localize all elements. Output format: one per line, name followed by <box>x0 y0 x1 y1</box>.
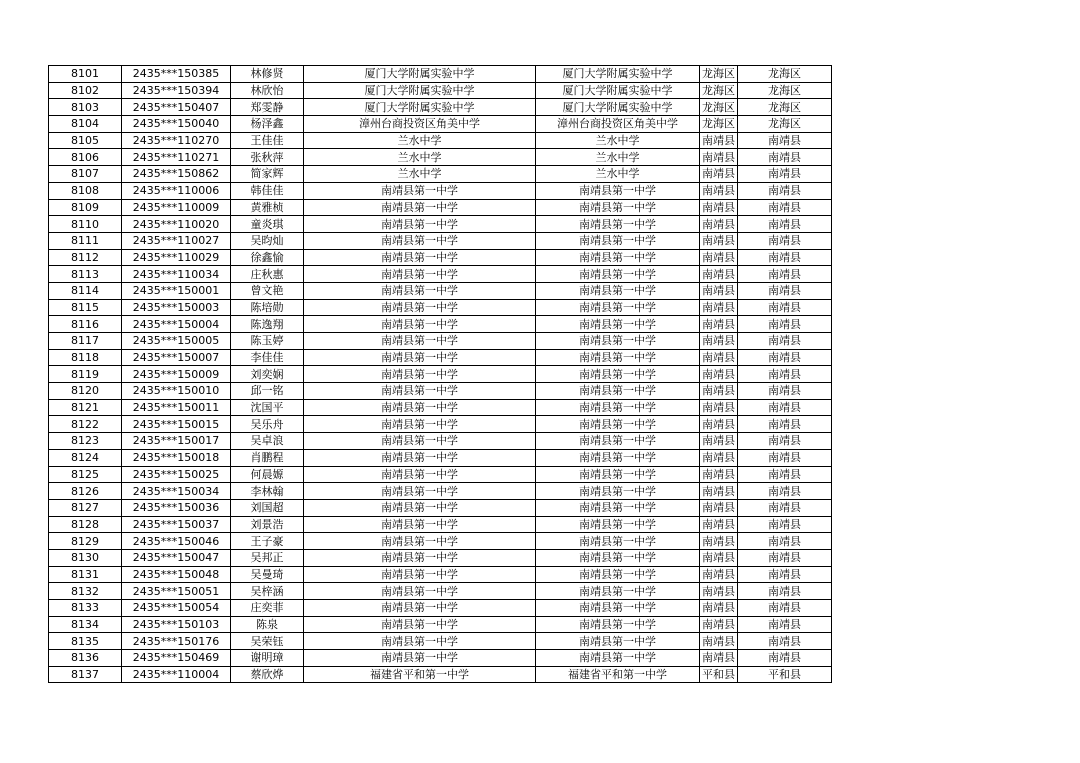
registered-district-cell: 南靖县 <box>738 616 832 633</box>
district-cell: 南靖县 <box>700 182 738 199</box>
exam-id-cell: 2435***150011 <box>122 399 231 416</box>
sequence-number-cell: 8101 <box>49 66 122 83</box>
sequence-number-cell: 8119 <box>49 366 122 383</box>
school-cell: 南靖县第一中学 <box>304 399 536 416</box>
registered-district-cell: 南靖县 <box>738 149 832 166</box>
district-cell: 南靖县 <box>700 333 738 350</box>
registered-district-cell: 南靖县 <box>738 433 832 450</box>
sequence-number-cell: 8104 <box>49 116 122 133</box>
district-cell: 南靖县 <box>700 416 738 433</box>
exam-id-cell: 2435***150051 <box>122 583 231 600</box>
registered-school-cell: 南靖县第一中学 <box>536 266 700 283</box>
sequence-number-cell: 8129 <box>49 533 122 550</box>
school-cell: 厦门大学附属实验中学 <box>304 82 536 99</box>
exam-id-cell: 2435***150046 <box>122 533 231 550</box>
district-cell: 南靖县 <box>700 216 738 233</box>
student-name-cell: 林欣怡 <box>231 82 304 99</box>
district-cell: 南靖县 <box>700 583 738 600</box>
sequence-number-cell: 8125 <box>49 466 122 483</box>
school-cell: 南靖县第一中学 <box>304 583 536 600</box>
district-cell: 南靖县 <box>700 366 738 383</box>
registered-school-cell: 南靖县第一中学 <box>536 516 700 533</box>
table-row <box>49 449 832 466</box>
school-cell: 南靖县第一中学 <box>304 499 536 516</box>
registered-district-cell: 龙海区 <box>738 99 832 116</box>
registered-school-cell: 南靖县第一中学 <box>536 383 700 400</box>
registered-district-cell: 南靖县 <box>738 466 832 483</box>
registered-district-cell: 南靖县 <box>738 132 832 149</box>
exam-id-cell: 2435***150040 <box>122 116 231 133</box>
table-row <box>49 583 832 600</box>
registered-school-cell: 南靖县第一中学 <box>536 600 700 617</box>
table-row <box>49 99 832 116</box>
student-name-cell: 李林翰 <box>231 483 304 500</box>
student-name-cell: 郑雯静 <box>231 99 304 116</box>
registered-district-cell: 南靖县 <box>738 483 832 500</box>
registered-district-cell: 南靖县 <box>738 416 832 433</box>
school-cell: 厦门大学附属实验中学 <box>304 99 536 116</box>
district-cell: 南靖县 <box>700 650 738 667</box>
school-cell: 南靖县第一中学 <box>304 199 536 216</box>
exam-id-cell: 2435***150407 <box>122 99 231 116</box>
registered-district-cell: 南靖县 <box>738 516 832 533</box>
district-cell: 南靖县 <box>700 132 738 149</box>
school-cell: 南靖县第一中学 <box>304 516 536 533</box>
exam-id-cell: 2435***150007 <box>122 349 231 366</box>
school-cell: 南靖县第一中学 <box>304 533 536 550</box>
registered-school-cell: 南靖县第一中学 <box>536 232 700 249</box>
registered-district-cell: 南靖县 <box>738 383 832 400</box>
student-name-cell: 吴曼琦 <box>231 566 304 583</box>
table-row <box>49 66 832 83</box>
sequence-number-cell: 8124 <box>49 449 122 466</box>
student-name-cell: 徐鑫愉 <box>231 249 304 266</box>
sequence-number-cell: 8110 <box>49 216 122 233</box>
sequence-number-cell: 8111 <box>49 232 122 249</box>
exam-id-cell: 2435***150862 <box>122 166 231 183</box>
table-row <box>49 399 832 416</box>
registered-district-cell: 南靖县 <box>738 549 832 566</box>
registered-school-cell: 兰水中学 <box>536 166 700 183</box>
registered-district-cell: 南靖县 <box>738 499 832 516</box>
table-row <box>49 533 832 550</box>
district-cell: 南靖县 <box>700 282 738 299</box>
registered-school-cell: 南靖县第一中学 <box>536 633 700 650</box>
exam-id-cell: 2435***150037 <box>122 516 231 533</box>
exam-id-cell: 2435***150003 <box>122 299 231 316</box>
school-cell: 厦门大学附属实验中学 <box>304 66 536 83</box>
registered-school-cell: 南靖县第一中学 <box>536 583 700 600</box>
student-name-cell: 韩佳佳 <box>231 182 304 199</box>
district-cell: 南靖县 <box>700 466 738 483</box>
district-cell: 南靖县 <box>700 633 738 650</box>
exam-id-cell: 2435***150103 <box>122 616 231 633</box>
school-cell: 兰水中学 <box>304 149 536 166</box>
district-cell: 南靖县 <box>700 399 738 416</box>
district-cell: 龙海区 <box>700 66 738 83</box>
student-name-cell: 张秋萍 <box>231 149 304 166</box>
sequence-number-cell: 8123 <box>49 433 122 450</box>
sequence-number-cell: 8126 <box>49 483 122 500</box>
registered-school-cell: 厦门大学附属实验中学 <box>536 66 700 83</box>
registered-district-cell: 南靖县 <box>738 533 832 550</box>
student-name-cell: 曾文艳 <box>231 282 304 299</box>
student-name-cell: 邱一铭 <box>231 383 304 400</box>
district-cell: 南靖县 <box>700 433 738 450</box>
student-name-cell: 吴乐舟 <box>231 416 304 433</box>
registered-district-cell: 龙海区 <box>738 66 832 83</box>
registered-district-cell: 南靖县 <box>738 299 832 316</box>
table-row <box>49 216 832 233</box>
exam-id-cell: 2435***150015 <box>122 416 231 433</box>
student-name-cell: 王佳佳 <box>231 132 304 149</box>
table-row <box>49 433 832 450</box>
student-name-cell: 陈逸翔 <box>231 316 304 333</box>
student-name-cell: 沈国平 <box>231 399 304 416</box>
registered-district-cell: 南靖县 <box>738 266 832 283</box>
student-name-cell: 吴卓浪 <box>231 433 304 450</box>
school-cell: 漳州台商投资区角美中学 <box>304 116 536 133</box>
table-row <box>49 666 832 683</box>
district-cell: 南靖县 <box>700 566 738 583</box>
district-cell: 南靖县 <box>700 549 738 566</box>
exam-id-cell: 2435***150009 <box>122 366 231 383</box>
exam-id-cell: 2435***110271 <box>122 149 231 166</box>
sequence-number-cell: 8107 <box>49 166 122 183</box>
sequence-number-cell: 8136 <box>49 650 122 667</box>
district-cell: 南靖县 <box>700 600 738 617</box>
student-name-cell: 陈泉 <box>231 616 304 633</box>
exam-id-cell: 2435***150048 <box>122 566 231 583</box>
student-name-cell: 吴邦正 <box>231 549 304 566</box>
registered-school-cell: 南靖县第一中学 <box>536 549 700 566</box>
registered-school-cell: 南靖县第一中学 <box>536 416 700 433</box>
student-name-cell: 简家辉 <box>231 166 304 183</box>
table-row <box>49 149 832 166</box>
school-cell: 南靖县第一中学 <box>304 633 536 650</box>
sequence-number-cell: 8105 <box>49 132 122 149</box>
student-name-cell: 王子豪 <box>231 533 304 550</box>
school-cell: 南靖县第一中学 <box>304 600 536 617</box>
school-cell: 南靖县第一中学 <box>304 483 536 500</box>
school-cell: 南靖县第一中学 <box>304 349 536 366</box>
student-name-cell: 陈培勋 <box>231 299 304 316</box>
exam-id-cell: 2435***150018 <box>122 449 231 466</box>
student-name-cell: 黄雅桢 <box>231 199 304 216</box>
student-name-cell: 刘奕娴 <box>231 366 304 383</box>
registered-school-cell: 南靖县第一中学 <box>536 316 700 333</box>
exam-id-cell: 2435***150054 <box>122 600 231 617</box>
registered-district-cell: 南靖县 <box>738 583 832 600</box>
registered-district-cell: 龙海区 <box>738 82 832 99</box>
student-name-cell: 肖鹏程 <box>231 449 304 466</box>
registered-district-cell: 南靖县 <box>738 232 832 249</box>
exam-id-cell: 2435***110009 <box>122 199 231 216</box>
school-cell: 兰水中学 <box>304 166 536 183</box>
school-cell: 南靖县第一中学 <box>304 383 536 400</box>
registered-school-cell: 南靖县第一中学 <box>536 466 700 483</box>
district-cell: 南靖县 <box>700 166 738 183</box>
roster-table <box>48 65 832 683</box>
school-cell: 南靖县第一中学 <box>304 416 536 433</box>
registered-school-cell: 南靖县第一中学 <box>536 449 700 466</box>
registered-school-cell: 厦门大学附属实验中学 <box>536 99 700 116</box>
table-row <box>49 516 832 533</box>
school-cell: 南靖县第一中学 <box>304 249 536 266</box>
sequence-number-cell: 8137 <box>49 666 122 683</box>
registered-school-cell: 南靖县第一中学 <box>536 282 700 299</box>
registered-school-cell: 南靖县第一中学 <box>536 366 700 383</box>
school-cell: 南靖县第一中学 <box>304 366 536 383</box>
registered-school-cell: 兰水中学 <box>536 132 700 149</box>
sequence-number-cell: 8121 <box>49 399 122 416</box>
table-row <box>49 116 832 133</box>
district-cell: 南靖县 <box>700 533 738 550</box>
exam-id-cell: 2435***150004 <box>122 316 231 333</box>
table-row <box>49 199 832 216</box>
school-cell: 南靖县第一中学 <box>304 333 536 350</box>
district-cell: 平和县 <box>700 666 738 683</box>
registered-school-cell: 南靖县第一中学 <box>536 499 700 516</box>
sequence-number-cell: 8112 <box>49 249 122 266</box>
registered-school-cell: 南靖县第一中学 <box>536 650 700 667</box>
table-row <box>49 566 832 583</box>
exam-id-cell: 2435***150034 <box>122 483 231 500</box>
sequence-number-cell: 8127 <box>49 499 122 516</box>
district-cell: 南靖县 <box>700 232 738 249</box>
table-row <box>49 616 832 633</box>
sequence-number-cell: 8116 <box>49 316 122 333</box>
registered-district-cell: 平和县 <box>738 666 832 683</box>
registered-school-cell: 南靖县第一中学 <box>536 483 700 500</box>
registered-school-cell: 南靖县第一中学 <box>536 299 700 316</box>
district-cell: 南靖县 <box>700 383 738 400</box>
registered-school-cell: 南靖县第一中学 <box>536 616 700 633</box>
school-cell: 南靖县第一中学 <box>304 232 536 249</box>
table-row <box>49 466 832 483</box>
district-cell: 南靖县 <box>700 266 738 283</box>
table-row <box>49 299 832 316</box>
registered-district-cell: 南靖县 <box>738 182 832 199</box>
table-row <box>49 182 832 199</box>
exam-id-cell: 2435***110006 <box>122 182 231 199</box>
exam-id-cell: 2435***110004 <box>122 666 231 683</box>
table-row <box>49 416 832 433</box>
table-row <box>49 166 832 183</box>
school-cell: 南靖县第一中学 <box>304 650 536 667</box>
table-row <box>49 232 832 249</box>
exam-id-cell: 2435***150469 <box>122 650 231 667</box>
sequence-number-cell: 8120 <box>49 383 122 400</box>
exam-id-cell: 2435***110027 <box>122 232 231 249</box>
registered-school-cell: 漳州台商投资区角美中学 <box>536 116 700 133</box>
school-cell: 南靖县第一中学 <box>304 316 536 333</box>
district-cell: 龙海区 <box>700 82 738 99</box>
district-cell: 南靖县 <box>700 299 738 316</box>
table-row <box>49 499 832 516</box>
school-cell: 南靖县第一中学 <box>304 433 536 450</box>
sequence-number-cell: 8134 <box>49 616 122 633</box>
student-name-cell: 林修贤 <box>231 66 304 83</box>
registered-district-cell: 南靖县 <box>738 249 832 266</box>
student-name-cell: 童炎琪 <box>231 216 304 233</box>
sequence-number-cell: 8135 <box>49 633 122 650</box>
registered-district-cell: 南靖县 <box>738 316 832 333</box>
school-cell: 南靖县第一中学 <box>304 549 536 566</box>
sequence-number-cell: 8115 <box>49 299 122 316</box>
district-cell: 南靖县 <box>700 249 738 266</box>
table-row <box>49 650 832 667</box>
student-name-cell: 杨泽鑫 <box>231 116 304 133</box>
district-cell: 南靖县 <box>700 499 738 516</box>
exam-id-cell: 2435***150036 <box>122 499 231 516</box>
exam-id-cell: 2435***150025 <box>122 466 231 483</box>
school-cell: 南靖县第一中学 <box>304 449 536 466</box>
registered-school-cell: 南靖县第一中学 <box>536 399 700 416</box>
table-row <box>49 366 832 383</box>
registered-school-cell: 南靖县第一中学 <box>536 249 700 266</box>
table-row <box>49 266 832 283</box>
registered-district-cell: 南靖县 <box>738 216 832 233</box>
district-cell: 龙海区 <box>700 116 738 133</box>
table-row <box>49 282 832 299</box>
registered-district-cell: 南靖县 <box>738 349 832 366</box>
sequence-number-cell: 8103 <box>49 99 122 116</box>
sequence-number-cell: 8132 <box>49 583 122 600</box>
table-row <box>49 633 832 650</box>
registered-school-cell: 南靖县第一中学 <box>536 182 700 199</box>
school-cell: 南靖县第一中学 <box>304 282 536 299</box>
student-name-cell: 吴荣钰 <box>231 633 304 650</box>
table-row <box>49 383 832 400</box>
table-row <box>49 333 832 350</box>
sequence-number-cell: 8117 <box>49 333 122 350</box>
student-name-cell: 陈玉婷 <box>231 333 304 350</box>
student-name-cell: 刘景浩 <box>231 516 304 533</box>
district-cell: 南靖县 <box>700 199 738 216</box>
sequence-number-cell: 8122 <box>49 416 122 433</box>
exam-id-cell: 2435***150017 <box>122 433 231 450</box>
registered-district-cell: 南靖县 <box>738 333 832 350</box>
registered-district-cell: 南靖县 <box>738 166 832 183</box>
exam-id-cell: 2435***110270 <box>122 132 231 149</box>
table-row <box>49 82 832 99</box>
sequence-number-cell: 8109 <box>49 199 122 216</box>
sequence-number-cell: 8128 <box>49 516 122 533</box>
registered-school-cell: 南靖县第一中学 <box>536 333 700 350</box>
school-cell: 南靖县第一中学 <box>304 466 536 483</box>
registered-district-cell: 龙海区 <box>738 116 832 133</box>
table-row <box>49 132 832 149</box>
district-cell: 南靖县 <box>700 349 738 366</box>
registered-district-cell: 南靖县 <box>738 199 832 216</box>
registered-school-cell: 南靖县第一中学 <box>536 533 700 550</box>
exam-id-cell: 2435***150001 <box>122 282 231 299</box>
district-cell: 南靖县 <box>700 616 738 633</box>
sequence-number-cell: 8102 <box>49 82 122 99</box>
student-name-cell: 庄奕菲 <box>231 600 304 617</box>
student-name-cell: 吴昀灿 <box>231 232 304 249</box>
student-name-cell: 谢明璋 <box>231 650 304 667</box>
exam-id-cell: 2435***150394 <box>122 82 231 99</box>
district-cell: 南靖县 <box>700 483 738 500</box>
registered-district-cell: 南靖县 <box>738 566 832 583</box>
exam-id-cell: 2435***150047 <box>122 549 231 566</box>
sequence-number-cell: 8113 <box>49 266 122 283</box>
student-name-cell: 庄秋惠 <box>231 266 304 283</box>
sequence-number-cell: 8108 <box>49 182 122 199</box>
sequence-number-cell: 8114 <box>49 282 122 299</box>
school-cell: 福建省平和第一中学 <box>304 666 536 683</box>
student-name-cell: 蔡欣烨 <box>231 666 304 683</box>
table-row <box>49 600 832 617</box>
district-cell: 龙海区 <box>700 99 738 116</box>
registered-school-cell: 南靖县第一中学 <box>536 433 700 450</box>
exam-id-cell: 2435***150385 <box>122 66 231 83</box>
registered-school-cell: 南靖县第一中学 <box>536 199 700 216</box>
student-name-cell: 刘国超 <box>231 499 304 516</box>
school-cell: 南靖县第一中学 <box>304 182 536 199</box>
registered-school-cell: 厦门大学附属实验中学 <box>536 82 700 99</box>
table-row <box>49 316 832 333</box>
district-cell: 南靖县 <box>700 149 738 166</box>
registered-district-cell: 南靖县 <box>738 449 832 466</box>
exam-id-cell: 2435***110020 <box>122 216 231 233</box>
sequence-number-cell: 8130 <box>49 549 122 566</box>
exam-id-cell: 2435***150176 <box>122 633 231 650</box>
school-cell: 南靖县第一中学 <box>304 299 536 316</box>
roster-table-body <box>49 66 832 683</box>
exam-id-cell: 2435***150010 <box>122 383 231 400</box>
registered-district-cell: 南靖县 <box>738 399 832 416</box>
registered-district-cell: 南靖县 <box>738 650 832 667</box>
student-name-cell: 何晨嫄 <box>231 466 304 483</box>
registered-district-cell: 南靖县 <box>738 633 832 650</box>
sequence-number-cell: 8133 <box>49 600 122 617</box>
sequence-number-cell: 8106 <box>49 149 122 166</box>
table-row <box>49 349 832 366</box>
registered-school-cell: 南靖县第一中学 <box>536 349 700 366</box>
table-row <box>49 483 832 500</box>
registered-school-cell: 福建省平和第一中学 <box>536 666 700 683</box>
student-name-cell: 李佳佳 <box>231 349 304 366</box>
school-cell: 兰水中学 <box>304 132 536 149</box>
school-cell: 南靖县第一中学 <box>304 566 536 583</box>
sequence-number-cell: 8131 <box>49 566 122 583</box>
exam-id-cell: 2435***110034 <box>122 266 231 283</box>
sequence-number-cell: 8118 <box>49 349 122 366</box>
registered-school-cell: 南靖县第一中学 <box>536 566 700 583</box>
table-row <box>49 549 832 566</box>
exam-id-cell: 2435***110029 <box>122 249 231 266</box>
registered-school-cell: 南靖县第一中学 <box>536 216 700 233</box>
exam-id-cell: 2435***150005 <box>122 333 231 350</box>
school-cell: 南靖县第一中学 <box>304 616 536 633</box>
student-name-cell: 吴梓涵 <box>231 583 304 600</box>
table-row <box>49 249 832 266</box>
registered-district-cell: 南靖县 <box>738 366 832 383</box>
school-cell: 南靖县第一中学 <box>304 216 536 233</box>
district-cell: 南靖县 <box>700 516 738 533</box>
school-cell: 南靖县第一中学 <box>304 266 536 283</box>
registered-school-cell: 兰水中学 <box>536 149 700 166</box>
registered-district-cell: 南靖县 <box>738 282 832 299</box>
district-cell: 南靖县 <box>700 316 738 333</box>
district-cell: 南靖县 <box>700 449 738 466</box>
registered-district-cell: 南靖县 <box>738 600 832 617</box>
